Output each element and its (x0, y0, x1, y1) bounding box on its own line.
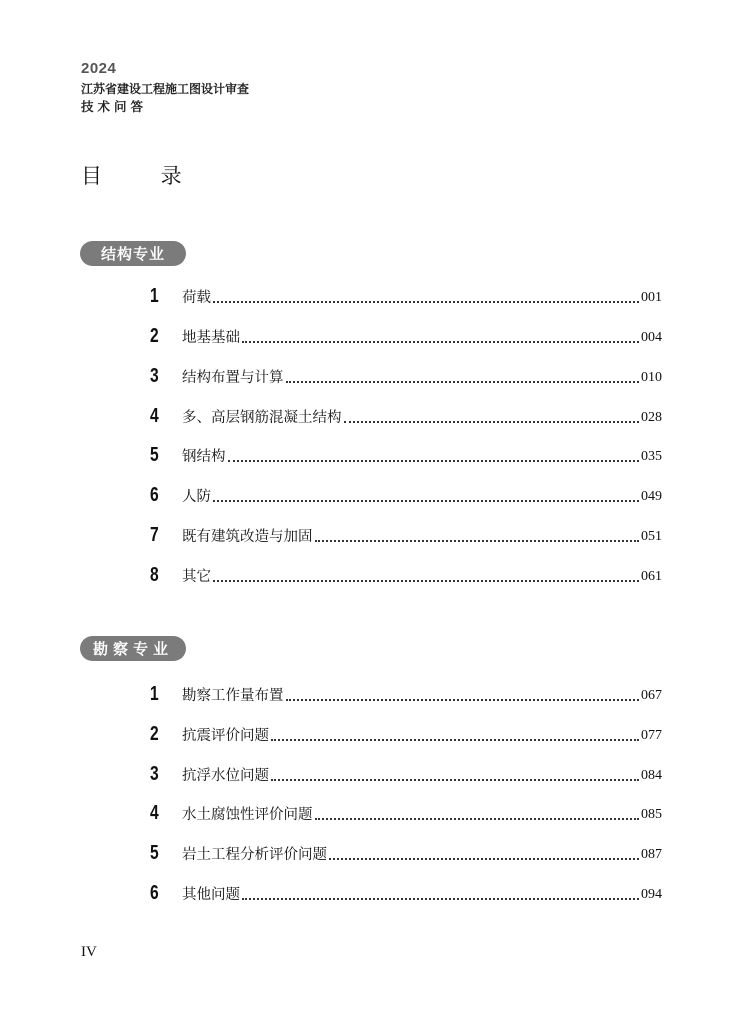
entry-title: 结构布置与计算 (182, 370, 284, 386)
entry-title: 抗震评价问题 (182, 728, 269, 744)
dot-leader (329, 858, 639, 860)
entry-title: 其他问题 (182, 887, 240, 903)
entry-number: 5 (150, 842, 159, 864)
entry-page: 077 (641, 728, 662, 743)
entry-title: 荷载 (182, 290, 211, 306)
entry-page: 094 (641, 887, 662, 902)
entry-title: 人防 (182, 489, 211, 505)
entry-page: 061 (641, 569, 662, 584)
toc-entry[interactable] (150, 443, 662, 467)
toc-entry[interactable] (150, 801, 662, 825)
toc-entry[interactable] (150, 324, 662, 348)
dot-leader (271, 739, 639, 741)
entry-page: 049 (641, 489, 662, 504)
toc-entry[interactable] (150, 881, 662, 905)
dot-leader (286, 699, 640, 701)
toc-entry[interactable] (150, 284, 662, 308)
dot-leader (213, 500, 639, 502)
entry-page: 051 (641, 529, 662, 544)
dot-leader (271, 779, 639, 781)
entry-title: 勘察工作量布置 (182, 688, 284, 704)
entry-title: 其它 (182, 569, 211, 585)
dot-leader (286, 381, 640, 383)
toc-entry[interactable] (150, 483, 662, 507)
dot-leader (315, 818, 640, 820)
section-badge-survey: 勘察专业 (80, 636, 186, 661)
entry-number: 2 (150, 723, 159, 745)
entry-title: 抗浮水位问题 (182, 768, 269, 784)
entry-number: 4 (150, 802, 159, 824)
header-book-subtitle: 技术问答 (81, 99, 148, 114)
entry-number: 8 (150, 564, 159, 586)
toc-entry[interactable] (150, 841, 662, 865)
dot-leader (242, 898, 639, 900)
toc-entry[interactable] (150, 682, 662, 706)
dot-leader (213, 580, 639, 582)
entry-number: 6 (150, 484, 159, 506)
toc-entry[interactable] (150, 404, 662, 428)
toc-entry[interactable] (150, 722, 662, 746)
toc-heading: 目 录 (81, 164, 208, 188)
entry-page: 084 (641, 768, 662, 783)
entry-page: 085 (641, 807, 662, 822)
entry-title: 钢结构 (182, 449, 226, 465)
entry-page: 001 (641, 290, 662, 305)
entry-page: 010 (641, 370, 662, 385)
entry-number: 1 (150, 683, 159, 705)
toc-entry[interactable] (150, 762, 662, 786)
entry-title: 地基基础 (182, 330, 240, 346)
entry-title: 水土腐蚀性评价问题 (182, 807, 313, 823)
dot-leader (213, 301, 639, 303)
dot-leader (315, 540, 640, 542)
entry-page: 067 (641, 688, 662, 703)
entry-page: 035 (641, 449, 662, 464)
page-number: IV (81, 944, 97, 960)
toc-entry[interactable] (150, 364, 662, 388)
toc-entry[interactable] (150, 523, 662, 547)
entry-number: 2 (150, 325, 159, 347)
entry-number: 7 (150, 524, 159, 546)
dot-leader (242, 341, 639, 343)
entry-page: 028 (641, 410, 662, 425)
entry-number: 6 (150, 882, 159, 904)
entry-number: 3 (150, 365, 159, 387)
entry-number: 1 (150, 285, 159, 307)
header-year: 2024 (81, 60, 117, 77)
entry-page: 087 (641, 847, 662, 862)
toc-entry[interactable] (150, 563, 662, 587)
dot-leader (228, 460, 640, 462)
entry-title: 岩土工程分析评价问题 (182, 847, 327, 863)
entry-number: 4 (150, 405, 159, 427)
section-badge-structure: 结构专业 (80, 241, 186, 266)
entry-page: 004 (641, 330, 662, 345)
header-book-title: 江苏省建设工程施工图设计审查 (81, 82, 250, 96)
dot-leader (344, 421, 640, 423)
entry-title: 既有建筑改造与加固 (182, 529, 313, 545)
entry-number: 5 (150, 444, 159, 466)
entry-title: 多、高层钢筋混凝土结构 (182, 410, 342, 426)
entry-number: 3 (150, 763, 159, 785)
